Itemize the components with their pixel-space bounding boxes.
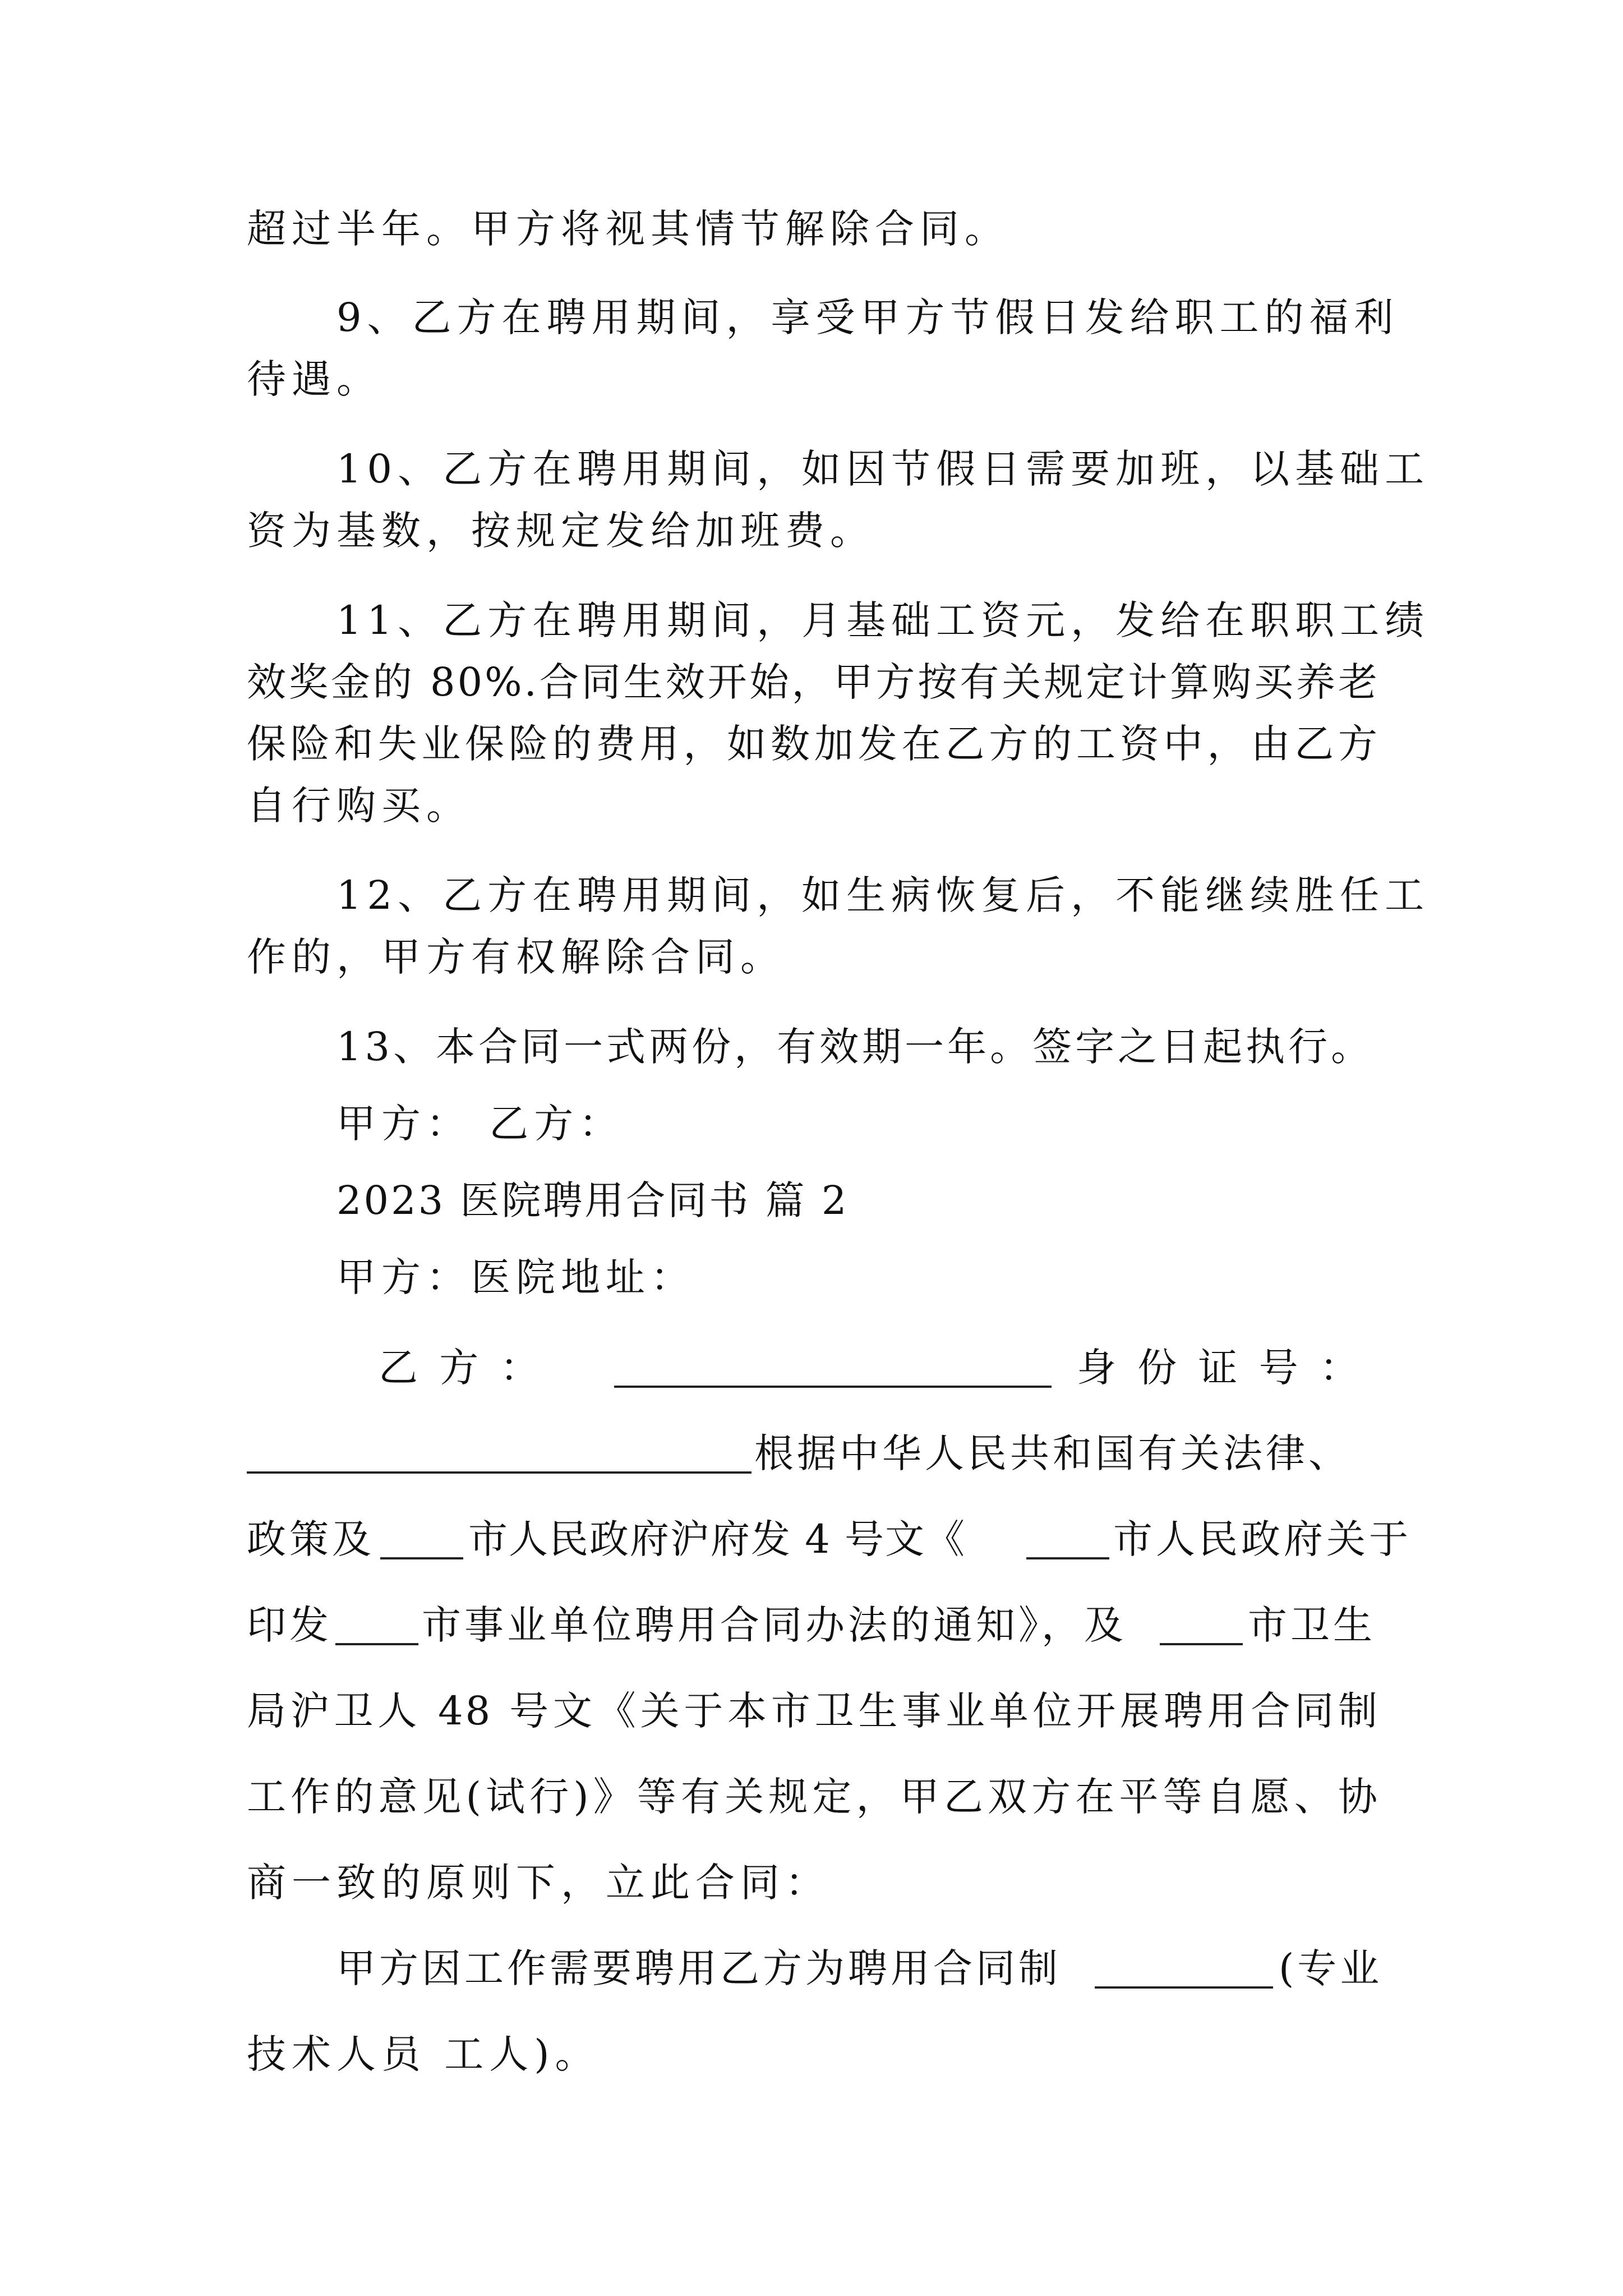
policy-text-c: 市人民政府关于 (1113, 1516, 1412, 1562)
policy-text-b: 市人民政府沪府发 4 号文《 (468, 1516, 966, 1562)
clause-12-line-1: 12、乙方在聘用期间，如生病恢复后，不能继续胜任工 (336, 872, 1430, 918)
section-heading: 2023 医院聘用合同书 篇 2 (336, 1177, 849, 1223)
clause-10-line-1: 10、乙方在聘用期间，如因节假日需要加班，以基础工 (336, 446, 1430, 492)
policy-line-3: 局沪卫人 48 号文《关于本市卫生事业单位开展聘用合同制 (247, 1688, 1380, 1734)
clause-9-line-1: 9、乙方在聘用期间，享受甲方节假日发给职工的福利 (336, 295, 1399, 341)
signature-parties-line: 甲方： 乙方： (336, 1101, 624, 1147)
id-number-label: 身 份 证 号 ： (1077, 1345, 1364, 1391)
policy-line-1 (247, 1512, 1412, 1566)
employment-text-b: (专业 (1279, 1945, 1383, 1991)
clause-13-line: 13、本合同一式两份，有效期一年。签字之日起执行。 (336, 1024, 1374, 1070)
clause-11-line-2: 效奖金的 80%.合同生效开始，甲方按有关规定计算购买养老 (247, 659, 1380, 705)
position-type-blank[interactable] (1095, 1950, 1273, 1989)
policy-text-d: 印发 (247, 1602, 332, 1648)
clause-11-line-3: 保险和失业保险的费用，如数加发在乙方的工资中，由乙方 (247, 721, 1380, 767)
employment-line-1 (336, 1941, 1383, 1995)
clause-11-line-4: 自行购买。 (247, 783, 471, 829)
employment-line-2: 技术人员 工人)。 (247, 2031, 600, 2077)
policy-text-f: 市卫生 (1248, 1602, 1376, 1648)
basis-text: 根据中华人民共和国有关法律、 (754, 1430, 1351, 1476)
policy-text-a: 政策及 (247, 1516, 375, 1562)
party-b-label: 乙 方 ： (379, 1345, 544, 1391)
party-b-id-line (336, 1341, 1380, 1395)
paragraph-line: 超过半年。甲方将视其情节解除合同。 (247, 206, 1009, 252)
party-a-address-line: 甲方：医院地址： (336, 1254, 695, 1300)
city-blank-3[interactable] (335, 1607, 418, 1645)
city-blank-4[interactable] (1160, 1607, 1243, 1645)
employment-text-a: 甲方因工作需要聘用乙方为聘用合同制 (336, 1945, 1061, 1991)
clause-10-line-2: 资为基数，按规定发给加班费。 (247, 508, 875, 554)
id-number-blank[interactable] (247, 1435, 751, 1474)
policy-line-5: 商一致的原则下，立此合同： (247, 1860, 830, 1906)
clause-12-line-2: 作的，甲方有权解除合同。 (247, 934, 785, 980)
policy-line-2 (247, 1598, 1380, 1652)
clause-11-line-1: 11、乙方在聘用期间，月基础工资元，发给在职职工绩 (336, 597, 1430, 643)
clause-9-line-2: 待遇。 (247, 356, 381, 402)
party-b-name-blank[interactable] (614, 1350, 1052, 1388)
basis-line (247, 1427, 1380, 1480)
city-blank-2[interactable] (1026, 1521, 1109, 1559)
policy-text-e: 市事业单位聘用合同办法的通知》，及 (422, 1602, 1127, 1648)
city-blank-1[interactable] (380, 1521, 463, 1559)
policy-line-4: 工作的意见(试行)》等有关规定，甲乙双方在平等自愿、协 (247, 1774, 1380, 1820)
